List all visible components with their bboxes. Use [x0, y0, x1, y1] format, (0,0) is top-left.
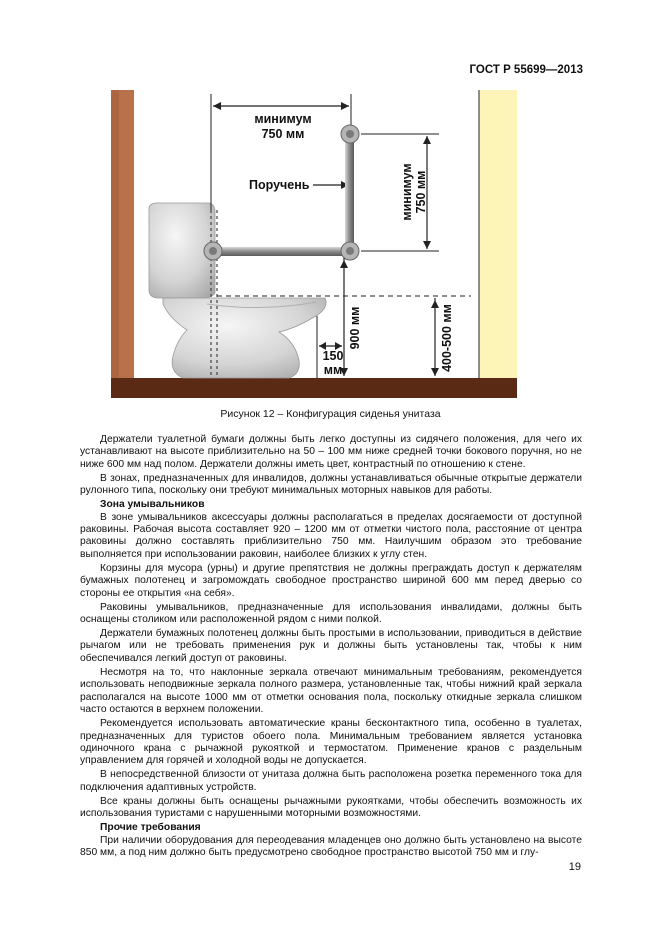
paragraph: Держатели туалетной бумаги должны быть легко доступны из сидячего положения, для чего их устанавливают на высоте приблизительно на 50 – 100 мм ниже средней точки бокового поручня, но не ниже 600 мм над полом. Держатели должны иметь цвет, контрастный по отношению к стене. — [80, 434, 582, 470]
document-id: ГОСТ Р 55699—2013 — [469, 64, 583, 76]
paragraph: Раковины умывальников, предназначенные для использования инвалидами, должны быть оснащены столиком или расположенной рядом с ними полкой. — [80, 601, 582, 626]
top-dimension-line2: 750 мм — [261, 127, 305, 141]
handrail-label: Поручень — [249, 178, 310, 192]
floor — [111, 378, 517, 398]
paragraph: Держатели бумажных полотенец должны быть простыми в использовании, приводиться в действие рычагом или не требовать применения рук и должны быть установлены так, чтобы к ним обеспечивался легкий доступ от раковины. — [80, 628, 582, 664]
toilet-configuration-figure — [111, 90, 517, 398]
section-heading: Зона умывальников — [100, 499, 205, 511]
toilet-bowl — [163, 298, 326, 378]
section-heading: Прочие требования — [100, 822, 201, 834]
figure-caption: Рисунок 12 – Конфигурация сиденья унитаза — [220, 408, 441, 420]
paragraph: В зонах, предназначенных для инвалидов, должны устанавливаться обычные открытые держатели рулонного типа, поскольку они требуют минимальных моторных навыков для работы. — [80, 472, 582, 497]
offset-150-unit: мм — [323, 363, 343, 377]
height-400-500-label: 400-500 мм — [440, 304, 454, 372]
side-dimension-line2: 750 мм — [414, 170, 428, 214]
side-dimension-line1: минимум — [400, 163, 414, 221]
right-wall — [479, 90, 517, 380]
offset-150-value: 150 — [322, 349, 344, 363]
grab-bar — [204, 125, 359, 260]
paragraph: Все краны должны быть оснащены рычажными рукоятками, чтобы обеспечить возможность их использования туристами с нарушенными моторными возможностями. — [80, 795, 582, 820]
paragraph: При наличии оборудования для переодевания младенцев оно должно быть установлено на высоте 850 мм, а под ним должно быть предусмотрено свободное пространство высотой 750 мм и глу- — [80, 834, 582, 858]
body-text — [80, 434, 582, 861]
paragraph: Корзины для мусора (урны) и другие препятствия не должны преграждать доступ к держателям бумажных полотенец и загромождать свободное пространство шириной 600 мм перед дверью со стороны ее открытия «на себя». — [80, 562, 582, 599]
height-900-label: 900 мм — [348, 306, 362, 350]
paragraph: В зоне умывальников аксессуары должны располагаться в пределах досягаемости от доступной раковины. Рабочая высота составляет 920 – 1200 мм от отметки чистого пола, расстояние от центра раковины должно составлять приблизительно 750 мм. Наилучшим образом это требование выполняется при использовании раковин, наиболее близких к углу стен. — [80, 511, 582, 560]
paragraph: Несмотря на то, что наклонные зеркала отвечают минимальным требованиям, рекомендуется использовать неподвижные зеркала полного размера, установленные так, чтобы нижний край зеркала располагался на высоте 1000 мм от отметки основания пола, поскольку откидные зеркала слишком часто остаются в верхнем положении. — [80, 666, 582, 716]
paragraph: В непосредственной близости от унитаза должна быть расположена розетка переменного тока для подключения адаптивных устройств. — [80, 769, 582, 793]
paragraph: Рекомендуется использовать автоматические краны бесконтактного типа, особенно в туалетах, предназначенных для туристов обоего пола. Минимальным требованием является установка одиночного крана с рычажной рукояткой и термостатом. Применение кранов с раздельным управлением для горячей и холодной воды не допускается. — [80, 718, 582, 767]
page-number: 19 — [568, 861, 581, 873]
top-dimension-line1: минимум — [254, 112, 312, 126]
